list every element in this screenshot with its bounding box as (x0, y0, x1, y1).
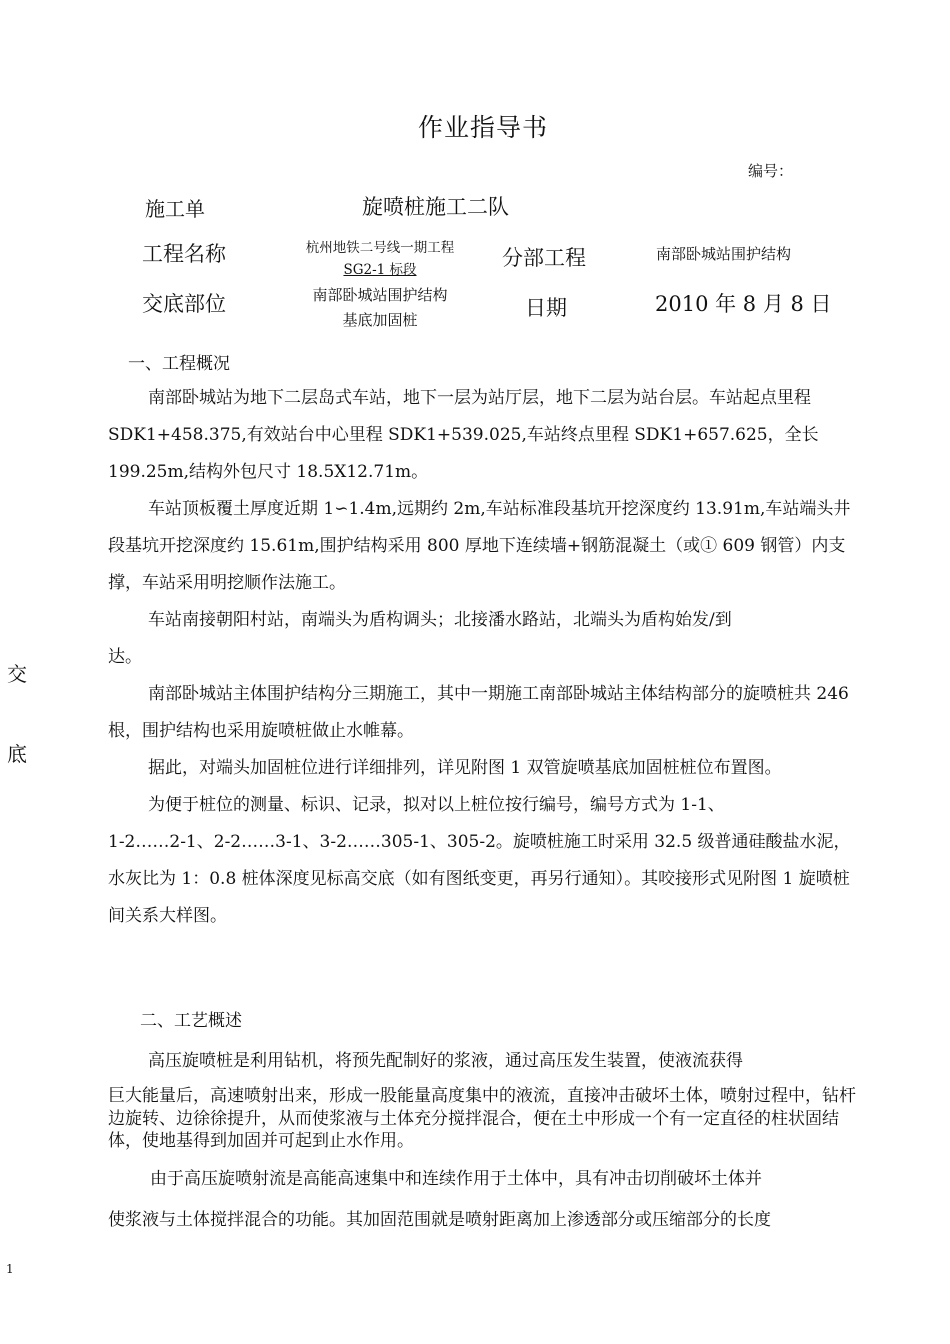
unit-value: 旋喷桩施工二队 (362, 195, 509, 219)
section2-paragraph-1b: 巨大能量后，高速喷射出来，形成一股能量高度集中的液流，直接冲击破坏土体，喷射过程中，钻杆边旋转、边徐徐提升，从而使浆液与土体充分搅拌混合，便在土中形成一个有一定直径的柱状固结体，使地基得到加固并可起到止水作用。 (108, 1086, 856, 1151)
section1-heading: 一、工程概况 (128, 354, 230, 374)
section2-paragraph-2b: 使浆液与土体搅拌混合的功能。其加固范围就是喷射距离加上渗透部分或压缩部分的长度 (108, 1210, 771, 1230)
project-line2: SG2-1 标段 (343, 262, 417, 278)
page-number: 1 (6, 1262, 14, 1276)
section1-paragraph-6b: 1-2……2-1、2-2……3-1、3-2……305-1、305-2。旋喷桩施工时采用 32.5 级普通硅酸盐水泥，水灰比为 1：0.8 桩体深度见标高交底（如有图纸变更，再另行通知）。其咬接形式见附图 1 旋喷桩间关系大样图。 (108, 832, 851, 926)
section1-paragraph-6a: 为便于桩位的测量、标识、记录，拟对以上桩位按行编号，编号方式为 1-1、 (148, 795, 725, 815)
side-char-jiao: 交 (7, 662, 27, 686)
code-label: 编号： (748, 162, 794, 180)
date-label: 日期 (525, 296, 567, 320)
doc-title: 作业指导书 (417, 113, 548, 142)
section2-heading: 二、工艺概述 (140, 1011, 242, 1031)
part-label: 交底部位 (142, 292, 226, 316)
section2-paragraph-1a: 高压旋喷桩是利用钻机，将预先配制好的浆液，通过高压发生装置，使液流获得 (148, 1051, 743, 1071)
section1-paragraph-3b: 达。 (108, 647, 142, 667)
section1-paragraph-2: 车站顶板覆土厚度近期 1∽1.4m,远期约 2m,车站标准段基坑开挖深度约 13.91m,车站端头井段基坑开挖深度约 15.61m,围护结构采用 800 厚地下连续墙+钢筋混凝土（或① 609 钢管）内支撑，车站采用明挖顺作法施工。 (108, 499, 851, 593)
project-line1: 杭州地铁二号线一期工程 (305, 240, 455, 256)
section1-paragraph-1: 南部卧城站为地下二层岛式车站，地下一层为站厅层，地下二层为站台层。车站起点里程 SDK1+458.375,有效站台中心里程 SDK1+539.025,车站终点里程 SDK1+657.625，全长 199.25m,结构外包尺寸 18.5X12.71m。 (108, 388, 819, 482)
section1-paragraph-5: 据此，对端头加固桩位进行详细排列，详见附图 1 双管旋喷基底加固桩桩位布置图。 (148, 758, 782, 778)
part-line2: 基底加固桩 (342, 311, 418, 329)
subproject-value: 南部卧城站围护结构 (656, 245, 792, 263)
section1-paragraph-4: 南部卧城站主体围护结构分三期施工，其中一期施工南部卧城站主体结构部分的旋喷桩共 246 根，围护结构也采用旋喷桩做止水帷幕。 (108, 684, 849, 741)
date-value: 2010 年 8 月 8 日 (655, 292, 832, 316)
project-label: 工程名称 (142, 242, 226, 266)
side-char-di: 底 (7, 742, 27, 766)
section2-paragraph-2a: 由于高压旋喷射流是高能高速集中和连续作用于土体中，具有冲击切削破坏土体并 (150, 1169, 762, 1189)
section1-paragraph-3a: 车站南接朝阳村站，南端头为盾构调头；北接潘水路站，北端头为盾构始发/到 (148, 610, 732, 630)
subproject-label: 分部工程 (502, 246, 586, 270)
part-line1: 南部卧城站围护结构 (312, 286, 448, 304)
section1-body (108, 380, 856, 935)
unit-label: 施工单 (145, 197, 205, 221)
